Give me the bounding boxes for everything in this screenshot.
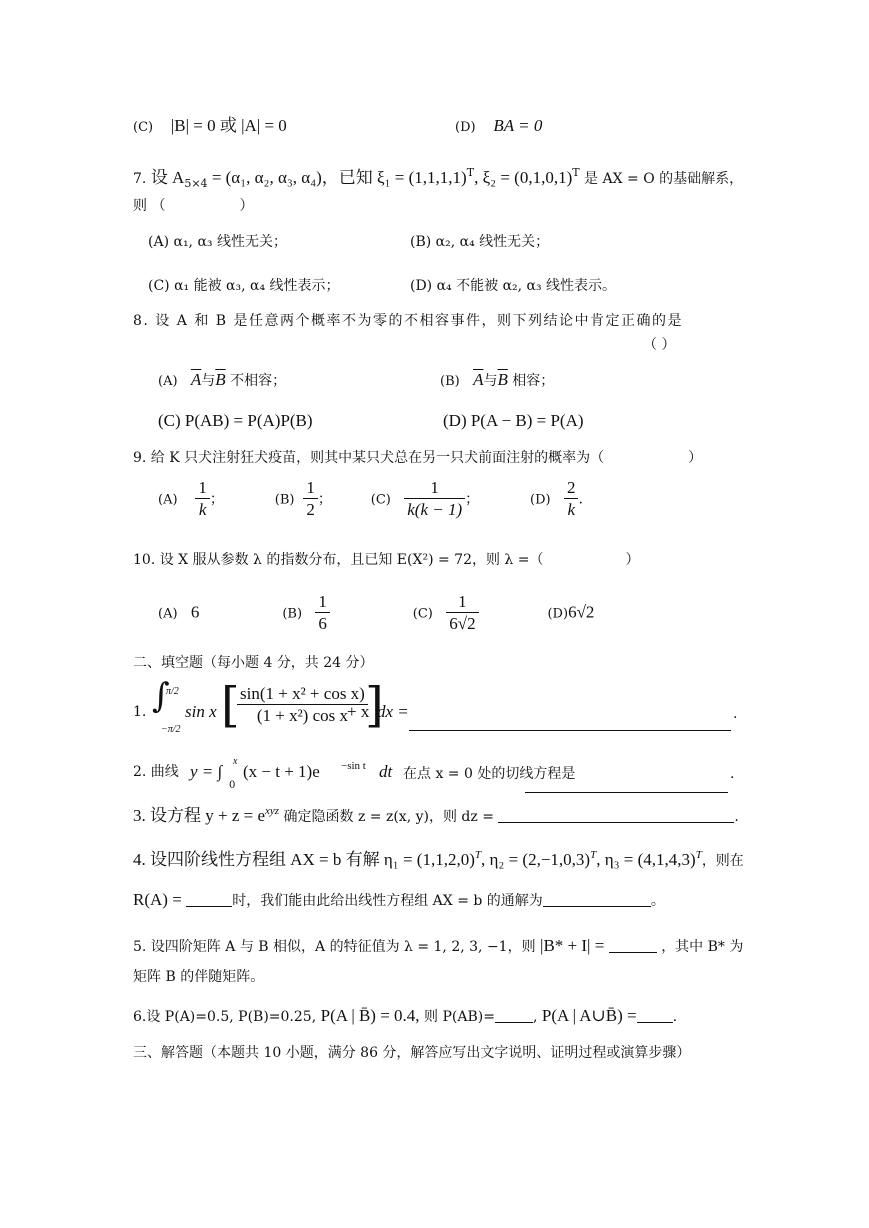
q8-answer-paren: （ ） [643, 337, 676, 353]
q8-option-c: (C) P(AB) = P(A)P(B) [158, 411, 313, 430]
fill-6-blank-1[interactable] [495, 1008, 533, 1023]
fill-5-blank[interactable] [609, 938, 657, 953]
q7-option-c: (C) α₁ 能被 α₃, α₄ 线性表示； [148, 278, 340, 294]
q8-option-d: (D) P(A − B) = P(A) [443, 411, 584, 430]
section-3-heading: 三、解答题（本题共 10 小题，满分 86 分，解答应写出文字说明、证明过程或演算步骤） [133, 1045, 691, 1061]
q9-frac-a: $\frac{1}{k}$ [195, 478, 210, 521]
q10-frac-c: $\frac{1}{6√2}$ [446, 592, 478, 635]
q8-option-b: (B) $\overline{A}$与$\overline{B}$ 相容； [440, 370, 555, 389]
q10-options: (A) 6 (B) $\frac{1}{6}$ (C) $\frac{1}{6√2}$ (D)6√2 [158, 592, 595, 633]
q9-frac-d: $\frac{2}{k}$ [564, 478, 579, 521]
q7-stem: 7. 设 $A_{5\times 4} = (\alpha_1$, α₂, α₃, α₄)，已知 $\xi_1 = (1,1,1,1)^T$, $\xi_2 = (0,1,0,1)^T$ 是 AX = O 的基础解系， [133, 166, 744, 190]
fill-5: 5. 设四阶矩阵 A 与 B 相似，A 的特征值为 λ = 1, 2, 3, −1，则 |B* + I| = ，其中 B* 为 [133, 936, 744, 955]
q8-stem: 8. 设 A 和 B 是任意两个概率不为零的不相容事件，则下列结论中肯定正确的是 [133, 313, 684, 329]
q10-frac-b: $\frac{1}{6}$ [315, 592, 330, 635]
q7-option-d: (D) α₄ 不能被 α₂, α₃ 线性表示。 [410, 278, 617, 294]
q7-option-a: (A) α₁, α₃ 线性无关； [148, 234, 287, 250]
q9-options: (A) $\frac{1}{k}$ ； (B) $\frac{1}{2}$ ； (C) $\frac{1}{k(k - 1)}$ ； (D) $\frac{2}{k}$ . [158, 478, 583, 519]
fill-3-blank[interactable] [498, 808, 734, 823]
q8-option-a: (A) $\overline{A}$与$\overline{B}$ 不相容； [158, 370, 287, 389]
section-2-heading: 二、填空题（每小题 4 分，共 24 分） [133, 655, 374, 671]
fill-1-blank[interactable] [409, 716, 731, 731]
fill-3: 3. 设方程 $y + z = e^{xyz}$ 确定隐函数 z = z(x, y)，则 dz = . [133, 805, 739, 825]
q7-stem-cont: 则 （ ） [133, 198, 254, 214]
fill-2-blank[interactable] [525, 778, 728, 793]
q9-frac-b: $\frac{1}{2}$ [303, 478, 318, 521]
fill-6: 6.设 P(A)=0.5, P(B)=0.25, P(A | B̄) = 0.4, 则 P(AB)= , P(A | A∪B̄) = . [133, 1006, 678, 1025]
q6-option-d: (D) BA = 0 [455, 116, 543, 135]
q6-option-c: (C) |B| = 0 或 |A| = 0 [133, 116, 287, 135]
fill-4-solution-blank[interactable] [543, 892, 651, 907]
q10-stem: 10. 设 X 服从参数 λ 的指数分布，且已知 E(X²) = 72，则 λ =（ ） [133, 552, 640, 568]
q9-stem: 9. 给 K 只犬注射狂犬疫苗，则其中某只犬总在另一只犬前面注射的概率为（ ） [133, 450, 703, 466]
fill-5-cont: 矩阵 B 的伴随矩阵。 [133, 969, 265, 985]
fill-1-fraction: $\frac{\text{sin(1 + x² + cos x)}}{\text{(1 + x²) cos x}}$ [237, 684, 368, 727]
fill-4-cont: R(A) = 时，我们能由此给出线性方程组 AX = b 的通解为 。 [133, 890, 665, 909]
q7-option-b: (B) α₂, α₄ 线性无关； [410, 234, 550, 250]
q9-frac-c: $\frac{1}{k(k - 1)}$ [404, 478, 465, 521]
integral-sign: ∫ [152, 676, 170, 716]
fill-6-blank-2[interactable] [637, 1008, 673, 1023]
fill-4-rank-blank[interactable] [186, 892, 232, 907]
fill-4: 4. 设四阶线性方程组 AX = b 有解 $\eta_1 = (1,1,2,0)^T$, $\eta_2 = (2,-1,0,3)^T$, $\eta_3 = (4,1,4,3)^T$，则在 [133, 849, 744, 869]
